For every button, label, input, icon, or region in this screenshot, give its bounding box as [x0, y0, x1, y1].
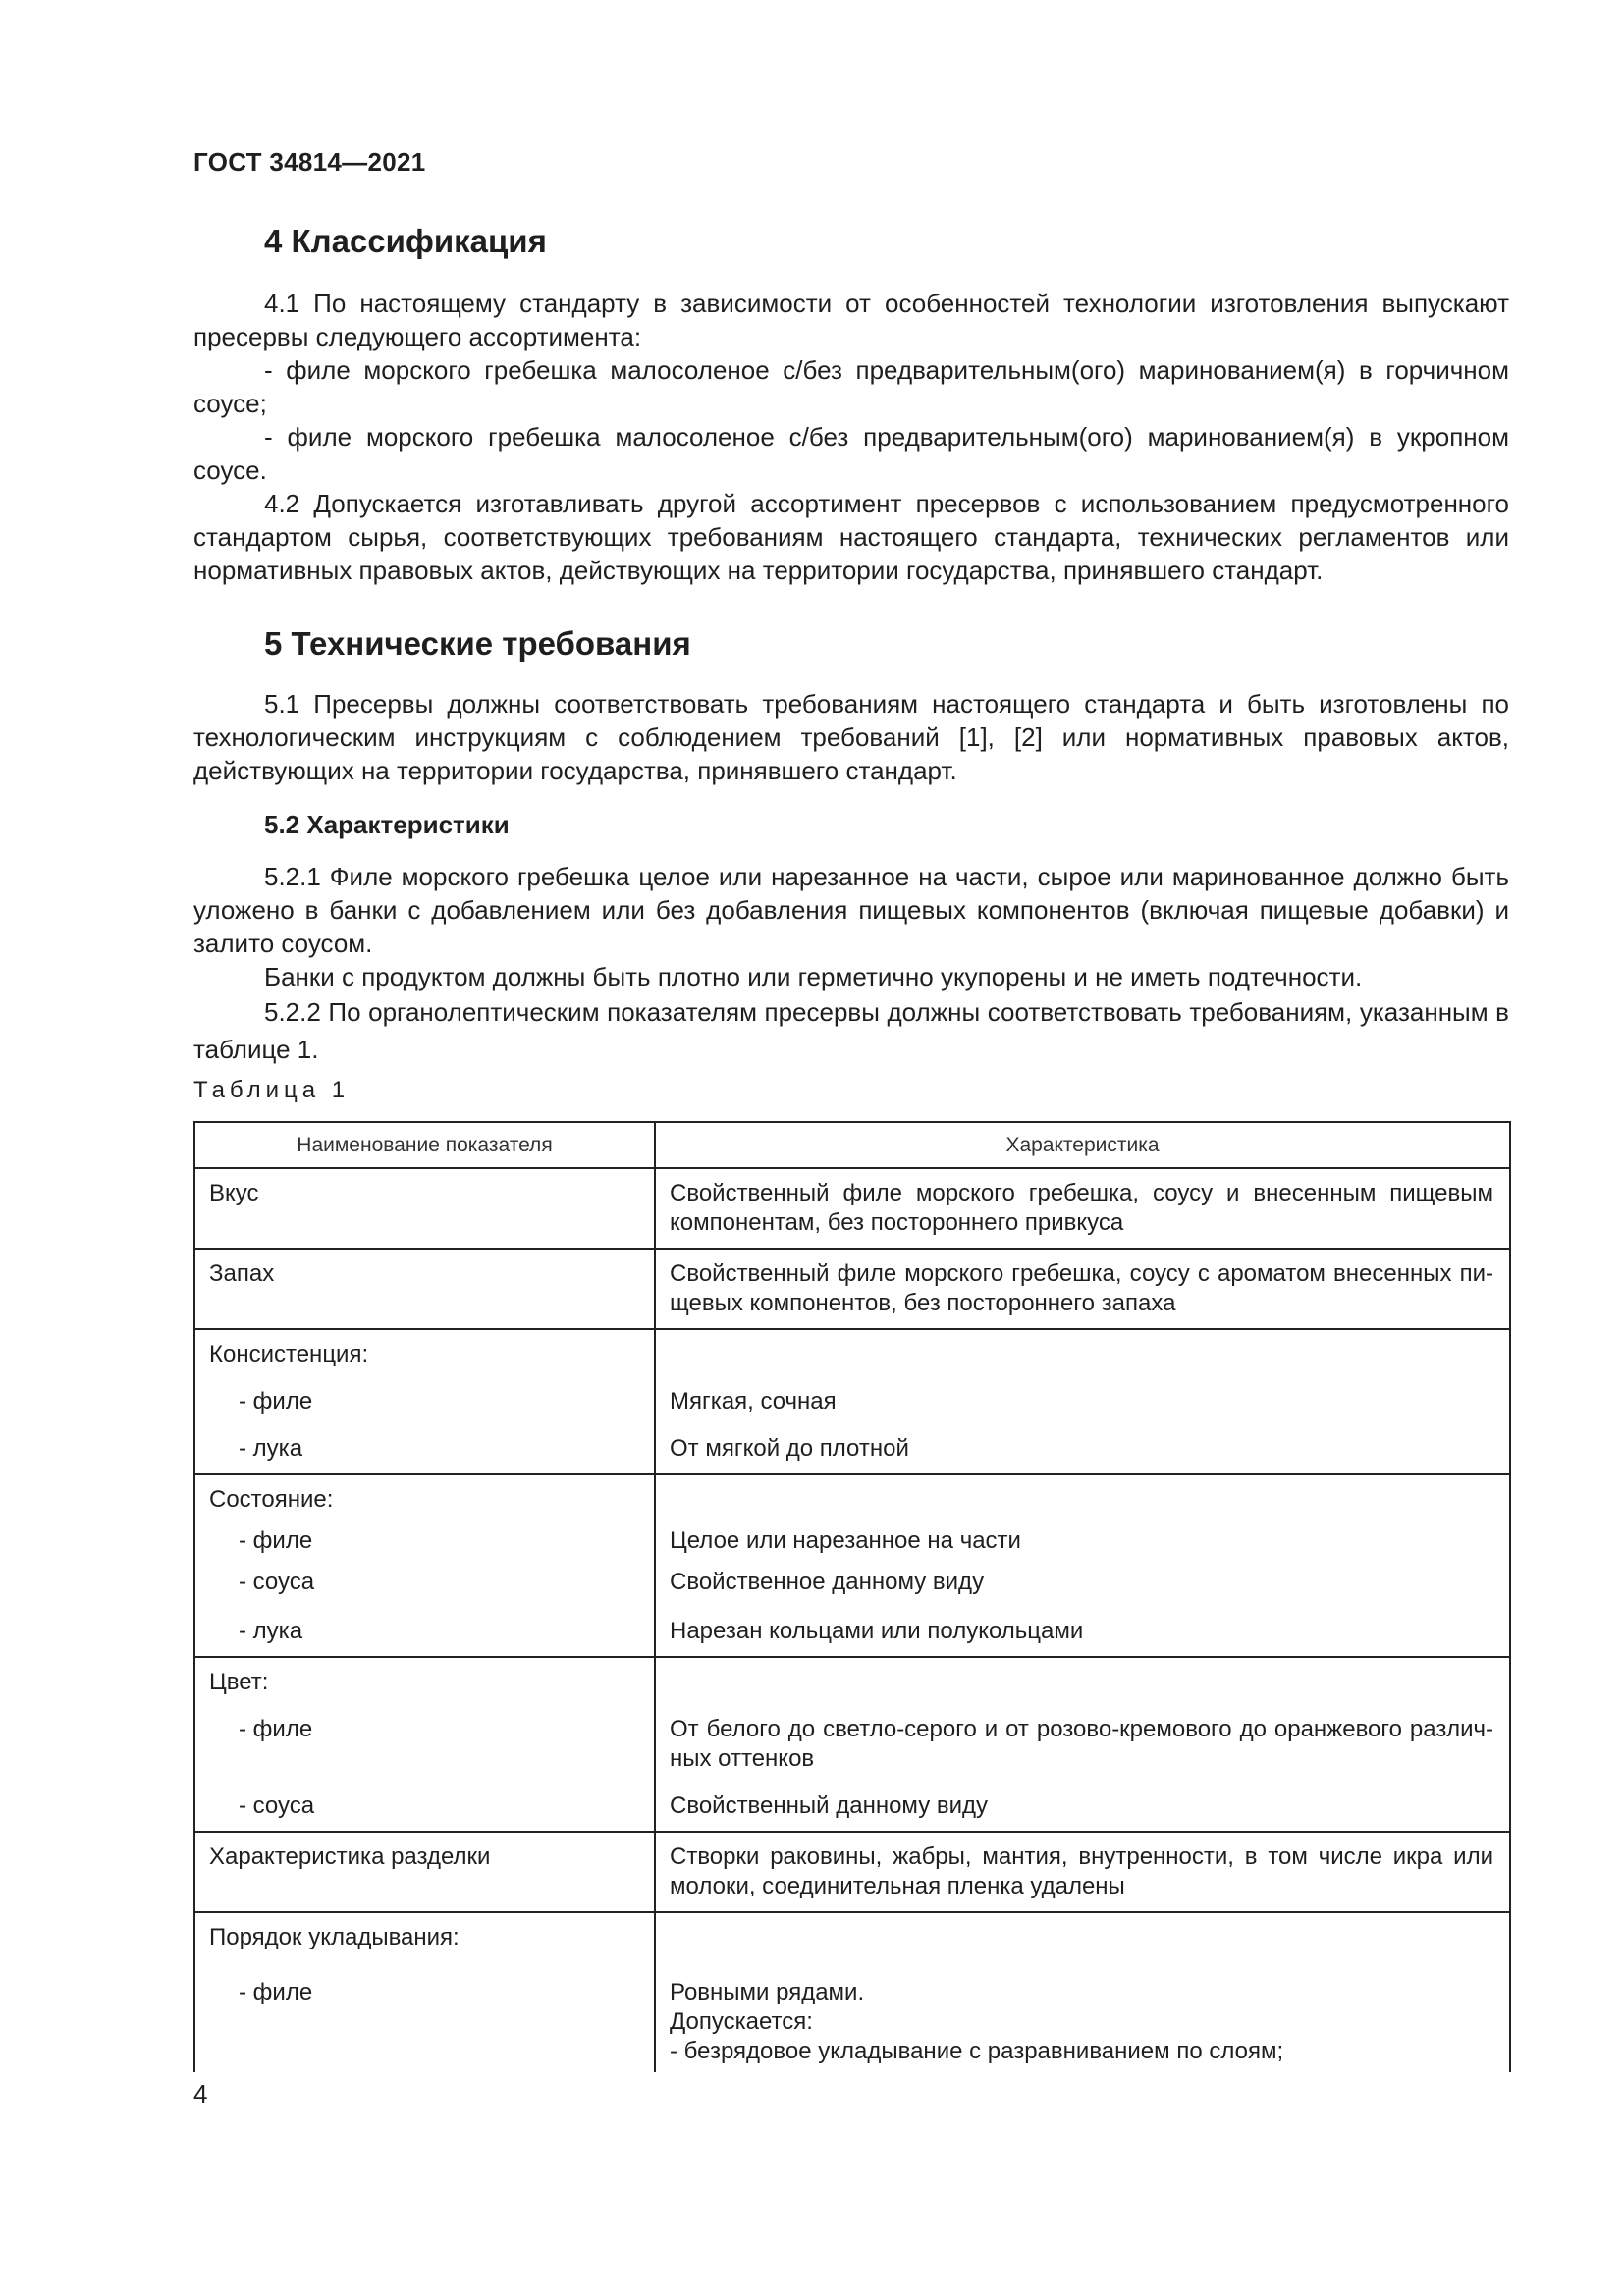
color-sauce-value: Свойственный данному виду [670, 1792, 989, 1819]
table-header-row [194, 1122, 1510, 1168]
cell-consistency-name [194, 1329, 655, 1474]
packing-line-3: - безрядовое укладывание с разравниванием по слоям; [670, 2038, 1284, 2064]
color-fillet-label: - филе [239, 1716, 313, 1742]
table-caption: Таблица 1 [193, 1077, 351, 1103]
packing-line-2: Допускается: [670, 2008, 813, 2035]
cell-smell-value: Свойственный филе морского гребешка, соусу с ароматом внесенных пищевых компонентов, без постороннего запаха [655, 1249, 1510, 1329]
cell-packing-value [655, 1912, 1510, 2072]
table-header-indicator: Наименование показателя [194, 1122, 655, 1168]
paragraph-5-2-2: 5.2.2 По органолептическим показателям пресервы должны соответствовать требованиям, указанным в таблице 1. [193, 997, 1509, 1064]
table-row-cutting [194, 1832, 1510, 1912]
consistency-onion-value: От мягкой до плотной [670, 1435, 909, 1462]
document-header: ГОСТ 34814—2021 [193, 147, 426, 177]
condition-fillet-value: Целое или нарезанное на части [670, 1527, 1021, 1554]
table-row-consistency [194, 1329, 1510, 1474]
cell-condition-name [194, 1474, 655, 1657]
cell-color-name [194, 1657, 655, 1832]
consistency-onion-label: - лука [239, 1435, 303, 1462]
paragraph-4-1: 4.1 По настоящему стандарту в зависимости от особенностей технологии изготовления выпускают пресервы следующего ассортимента: [193, 289, 1509, 351]
condition-sauce-value: Свойственное данному виду [670, 1569, 985, 1595]
page-number: 4 [193, 2079, 208, 2109]
packing-fillet-label: - филе [239, 1979, 313, 2005]
cell-color-value [655, 1657, 1510, 1832]
cell-taste-name: Вкус [194, 1168, 655, 1249]
subsection-5-2-body [193, 860, 1509, 1068]
list-item-mustard-sauce: - филе морского гребешка малосоленое с/без предварительным(ого) маринованием(я) в горчичном соусе; [193, 355, 1509, 418]
condition-sauce-label: - соуса [239, 1569, 315, 1595]
section-4-title: 4 Классификация [264, 223, 547, 259]
cell-cutting-name: Характеристика разделки [194, 1832, 655, 1912]
paragraph-5-1: 5.1 Пресервы должны соответствовать требованиям настоящего стандарта и быть изготовлены по технологическим инструкциям с соблюдением требований [1], [2] или нормативных правовых актов, действующих на территории государства, принявшего стандарт. [193, 689, 1509, 785]
section-4-body [193, 287, 1509, 587]
cell-packing-name [194, 1912, 655, 2072]
list-item-dill-sauce: - филе морского гребешка малосоленое с/без предварительным(ого) маринованием(я) в укропном соусе. [193, 422, 1509, 485]
cell-consistency-value [655, 1329, 1510, 1474]
cell-condition-value [655, 1474, 1510, 1657]
color-fillet-value: От белого до светло-серого и от розово-кремового до оранжевого различных оттенков [670, 1716, 1493, 1772]
table-row-color [194, 1657, 1510, 1832]
table-row-smell [194, 1249, 1510, 1329]
packing-label: Порядок укладывания: [209, 1924, 460, 1950]
condition-onion-value: Нарезан кольцами или полукольцами [670, 1618, 1084, 1644]
table-row-condition [194, 1474, 1510, 1657]
table-row-packing [194, 1912, 1510, 2072]
consistency-label: Консистенция: [209, 1341, 369, 1367]
cell-taste-value: Свойственный филе морского гребешка, соусу и внесенным пищевым компонентам, без постороннего привкуса [655, 1168, 1510, 1249]
table-row-taste [194, 1168, 1510, 1249]
table-header-characteristic: Характеристика [655, 1122, 1510, 1168]
organoleptic-table [193, 1121, 1511, 2072]
consistency-fillet-value: Мягкая, сочная [670, 1388, 837, 1415]
condition-label: Состояние: [209, 1486, 334, 1513]
color-sauce-label: - соуса [239, 1792, 315, 1819]
section-5-title: 5 Технические требования [264, 625, 691, 662]
condition-onion-label: - лука [239, 1618, 303, 1644]
color-label: Цвет: [209, 1669, 269, 1695]
cell-cutting-value: Створки раковины, жабры, мантия, внутренности, в том числе икра или молоки, соединительная пленка удалены [655, 1832, 1510, 1912]
consistency-fillet-label: - филе [239, 1388, 313, 1415]
section-5-body [193, 687, 1509, 787]
packing-line-1: Ровными рядами. [670, 1979, 865, 2005]
paragraph-5-2-1: 5.2.1 Филе морского гребешка целое или нарезанное на части, сырое или маринованное должно быть уложено в банки с добавлением или без добавления пищевых компонентов (включая пищевые добавки) и залито соусом. [193, 862, 1509, 958]
condition-fillet-label: - филе [239, 1527, 313, 1554]
cell-smell-name: Запах [194, 1249, 655, 1329]
paragraph-4-2: 4.2 Допускается изготавливать другой ассортимент пресервов с использованием предусмотренного стандартом сырья, соответствующих требованиям настоящего стандарта, технических регламентов или нормативных правовых актов, действующих на территории государства, принявшего стандарт. [193, 489, 1509, 585]
subsection-5-2-title: 5.2 Характеристики [264, 810, 510, 839]
paragraph-cans: Банки с продуктом должны быть плотно или герметично укупорены и не иметь подтечности. [264, 962, 1363, 991]
